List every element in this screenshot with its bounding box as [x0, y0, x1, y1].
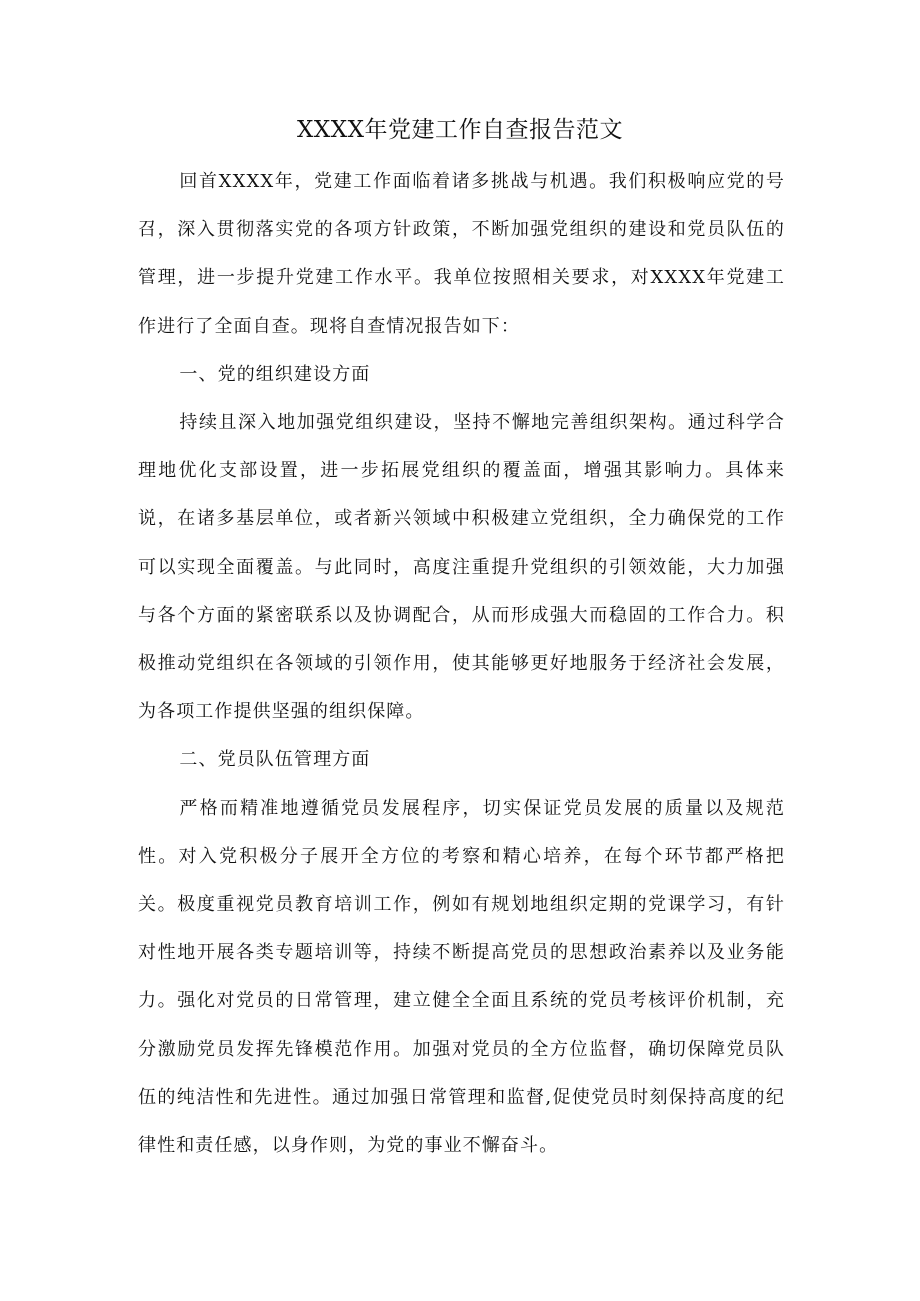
section-paragraph-membership: 严格而精准地遵循党员发展程序，切实保证党员发展的质量以及规范性。对入党积极分子展开全方位的考察和精心培养，在每个环节都严格把关。极度重视党员教育培训工作，例如有规划地组织定期的党课学习，有针对性地开展各类专题培训等，持续不断提高党员的思想政治素养以及业务能力。强化对党员的日常管理，建立健全全面且系统的党员考核评价机制，充分激励党员发挥先锋模范作用。加强对党员的全方位监督，确切保障党员队伍的纯洁性和先进性。通过加强日常管理和监督,促使党员时刻保持高度的纪律性和责任感，以身作则，为党的事业不懈奋斗。: [138, 797, 785, 1157]
section-paragraph-organization: 持续且深入地加强党组织建设，坚持不懈地完善组织架构。通过科学合理地优化支部设置，进一步拓展党组织的覆盖面，增强其影响力。具体来说，在诸多基层单位，或者新兴领域中积极建立党组织，全力确保党的工作可以实现全面覆盖。与此同时，高度注重提升党组织的引领效能，大力加强与各个方面的紧密联系以及协调配合，从而形成强大而稳固的工作合力。积极推动党组织在各领域的引领作用，使其能够更好地服务于经济社会发展，为各项工作提供坚强的组织保障。: [138, 412, 785, 723]
document-body: [138, 158, 785, 1170]
intro-paragraph: 回首XXXX年，党建工作面临着诸多挑战与机遇。我们积极响应党的号召，深入贯彻落实党的各项方针政策，不断加强党组织的建设和党员队伍的管理，进一步提升党建工作水平。我单位按照相关要求，对XXXX年党建工作进行了全面自查。现将自查情况报告如下：: [138, 171, 785, 337]
document-title: XXXX年党建工作自查报告范文: [297, 117, 623, 143]
section-heading-membership: 二、党员队伍管理方面: [179, 749, 371, 771]
section-heading-organization: 一、党的组织建设方面: [179, 363, 371, 385]
